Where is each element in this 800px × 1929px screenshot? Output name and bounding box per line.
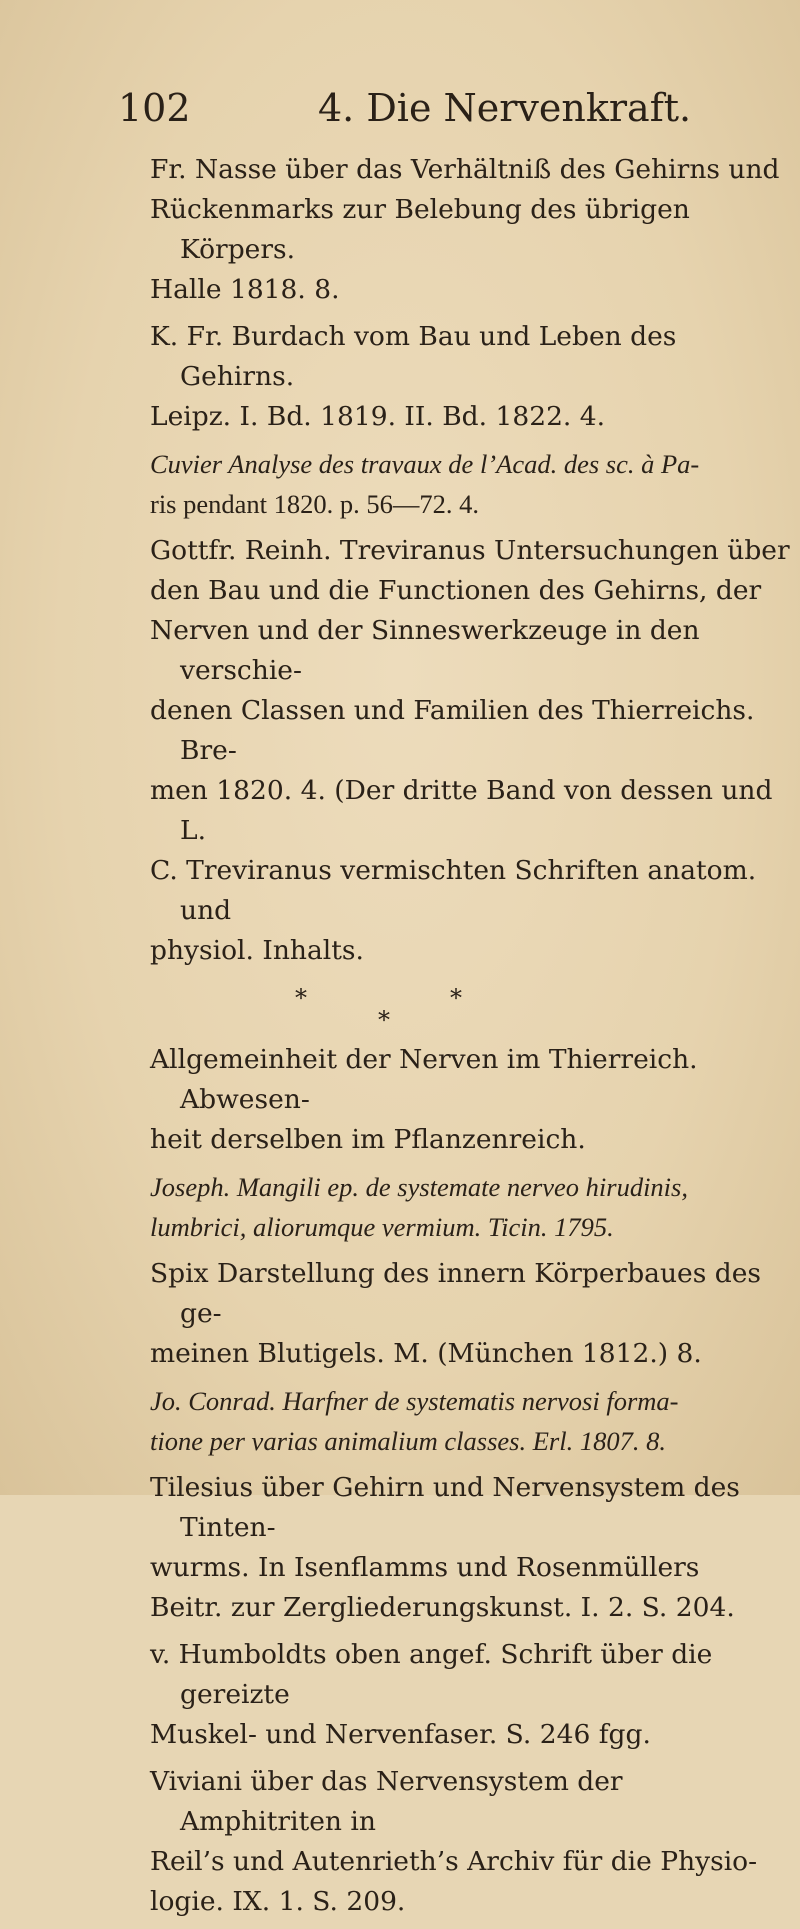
entry-line: meinen Blutigels. M. (München 1812.) 8. xyxy=(150,1338,702,1369)
entry-line: C. Treviranus vermischten Schriften anatom. und xyxy=(150,855,757,926)
entry-line: Halle 1818. 8. xyxy=(150,274,340,305)
entry-line: Leipz. I. Bd. 1819. II. Bd. 1822. 4. xyxy=(150,401,606,432)
entry-line: Viviani über das Nervensystem der Amphitriten in xyxy=(150,1766,623,1837)
entry-line: Cuvier Analyse des travaux de l’Acad. des sc. à Pa- xyxy=(150,449,700,479)
entry-line: Nerven und der Sinneswerkzeuge in den verschie- xyxy=(150,615,700,686)
entry-line: Tilesius über Gehirn und Nervensystem des Tinten- xyxy=(150,1472,740,1543)
entry-line: Allgemeinheit der Nerven im Thierreich. Abwesen- xyxy=(150,1044,698,1115)
entry-line: heit derselben im Pflanzenreich. xyxy=(150,1124,586,1155)
bibliography-entry xyxy=(150,1635,790,1755)
entry-line: Reil’s und Autenrieth’s Archiv für die Physio- xyxy=(150,1846,758,1877)
page-header xyxy=(118,86,720,130)
entry-line: v. Humboldts oben angef. Schrift über die gereizte xyxy=(150,1639,713,1710)
bibliography-entry xyxy=(150,150,790,310)
section-separator xyxy=(150,978,790,1034)
asterisk-icon: * xyxy=(295,984,307,1012)
section-heading xyxy=(150,1040,790,1160)
entry-line: den Bau und die Functionen des Gehirns, der xyxy=(150,575,762,606)
entry-line: ris pendant 1820. p. 56—72. 4. xyxy=(150,489,480,519)
bibliography-entry xyxy=(150,317,790,437)
bibliography-entry xyxy=(150,531,790,971)
entry-line: physiol. Inhalts. xyxy=(150,935,364,966)
bibliography xyxy=(150,150,790,1929)
bibliography-entry xyxy=(150,1381,790,1461)
asterisk-icon: * xyxy=(450,984,462,1012)
entry-line: Jo. Conrad. Harfner de systematis nervosi forma- xyxy=(150,1386,679,1416)
entry-line: Gottfr. Reinh. Treviranus Untersuchungen über xyxy=(150,535,790,566)
entry-line: logie. IX. 1. S. 209. xyxy=(150,1886,406,1917)
entry-line: Fr. Nasse über das Verhältniß des Gehirns und xyxy=(150,154,780,185)
entry-line: Spix Darstellung des innern Körperbaues des ge- xyxy=(150,1258,762,1329)
entry-line: Beitr. zur Zergliederungskunst. I. 2. S. 204. xyxy=(150,1592,735,1623)
entry-line: Joseph. Mangili ep. de systemate nerveo hirudinis, xyxy=(150,1172,688,1202)
entry-line: wurms. In Isenflamms und Rosenmüllers xyxy=(150,1552,700,1583)
bibliography-entry xyxy=(150,1468,790,1628)
entry-line: tione per varias animalium classes. Erl. 1807. 8. xyxy=(150,1426,666,1456)
bibliography-entry xyxy=(150,444,790,524)
entry-line: lumbrici, aliorumque vermium. Ticin. 1795. xyxy=(150,1212,614,1242)
running-title: 4. Die Nervenkraft. xyxy=(318,86,692,130)
bibliography-entry xyxy=(150,1167,790,1247)
asterisk-icon: * xyxy=(378,1006,390,1034)
entry-line: Muskel- und Nervenfaser. S. 246 fgg. xyxy=(150,1719,651,1750)
bibliography-entry xyxy=(150,1762,790,1922)
entry-line: K. Fr. Burdach vom Bau und Leben des Gehirns. xyxy=(150,321,677,392)
bibliography-entry xyxy=(150,1254,790,1374)
entry-line: Rückenmarks zur Belebung des übrigen Körpers. xyxy=(150,194,690,265)
page-number: 102 xyxy=(118,86,191,130)
entry-line: men 1820. 4. (Der dritte Band von dessen und L. xyxy=(150,775,773,846)
entry-line: denen Classen und Familien des Thierreichs. Bre- xyxy=(150,695,755,766)
